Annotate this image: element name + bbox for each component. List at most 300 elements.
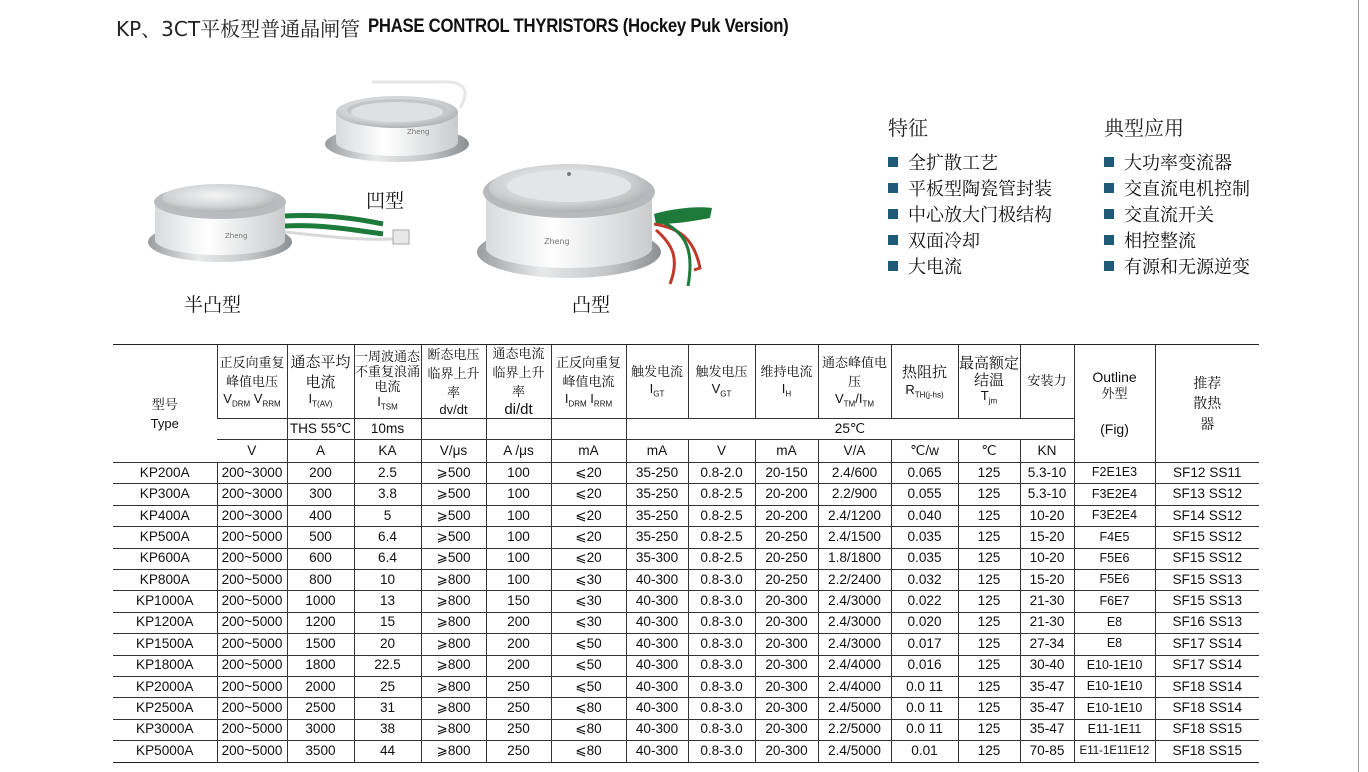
thyristor-convex-image [474, 148, 724, 296]
bullet-square-icon [1104, 183, 1114, 193]
application-item: 交直流开关 [1104, 201, 1250, 227]
table-cell: 20-300 [755, 698, 818, 719]
applications-section [1104, 112, 1250, 279]
table-row [113, 676, 1259, 697]
table-cell: 30-40 [1020, 655, 1074, 676]
table-cell: 0.8-2.5 [688, 484, 755, 505]
table-row [113, 569, 1259, 590]
table-cell: 0.8-2.5 [688, 505, 755, 526]
bullet-square-icon [888, 261, 898, 271]
table-cell: 40-300 [626, 569, 688, 590]
header-idrm: 正反向重复峰值电流 $I_{DRM}$ $I_{RRM}$ [551, 345, 626, 419]
table-cell: F4E5 [1074, 527, 1155, 548]
table-cell: 100 [486, 484, 551, 505]
table-cell: 20-250 [755, 569, 818, 590]
unit-cell: ℃ [958, 440, 1020, 463]
table-cell: ⩽30 [551, 612, 626, 633]
table-cell: 5.3-10 [1020, 463, 1074, 484]
unit-cell: V/μs [421, 440, 486, 463]
header-vgt: 触发电压 $V_{GT}$ [688, 345, 755, 419]
table-cell: 2.2/5000 [818, 719, 891, 740]
table-cell: SF17 SS14 [1155, 634, 1259, 655]
table-cell: SF15 SS12 [1155, 548, 1259, 569]
table-cell: ⩽80 [551, 698, 626, 719]
table-cell: ⩽50 [551, 676, 626, 697]
table-cell: 20-300 [755, 719, 818, 740]
table-cell: 40-300 [626, 719, 688, 740]
table-row [113, 741, 1259, 762]
table-row [113, 634, 1259, 655]
table-cell: 5 [354, 505, 421, 526]
table-cell: 0.017 [891, 634, 958, 655]
table-cell: 0.8-3.0 [688, 655, 755, 676]
table-cell: SF14 SS12 [1155, 505, 1259, 526]
table-cell: 20-250 [755, 548, 818, 569]
table-row [113, 698, 1259, 719]
header-dvdt: 断态电压临界上升率 dv/dt [421, 345, 486, 419]
table-cell: 100 [486, 569, 551, 590]
table-cell: 0.01 [891, 741, 958, 762]
table-cell: SF15 SS13 [1155, 591, 1259, 612]
table-cell: 400 [287, 505, 354, 526]
application-item: 相控整流 [1104, 227, 1250, 253]
unit-cell: ℃/w [891, 440, 958, 463]
table-cell: ⩾800 [421, 569, 486, 590]
table-cell: ⩽20 [551, 463, 626, 484]
table-cell: KP600A [113, 548, 217, 569]
unit-cell: V/A [818, 440, 891, 463]
table-cell: E10-1E10 [1074, 655, 1155, 676]
table-cell: 2.4/5000 [818, 741, 891, 762]
thyristor-half-convex-image [145, 176, 425, 276]
table-cell: SF18 SS15 [1155, 719, 1259, 740]
table-cell: 5.3-10 [1020, 484, 1074, 505]
table-cell: 31 [354, 698, 421, 719]
table-cell: F6E7 [1074, 591, 1155, 612]
table-cell: 125 [958, 634, 1020, 655]
table-cell: 300 [287, 484, 354, 505]
table-cell: KP1200A [113, 612, 217, 633]
table-cell: KP400A [113, 505, 217, 526]
table-cell: 0.8-2.5 [688, 548, 755, 569]
table-cell: 44 [354, 741, 421, 762]
header-itsm: 一周波通态不重复浪涌电流 $I_{TSM}$ [354, 345, 421, 419]
unit-cell: mA [626, 440, 688, 463]
table-cell: 6.4 [354, 548, 421, 569]
table-cell: ⩾800 [421, 612, 486, 633]
unit-cell: mA [551, 440, 626, 463]
table-cell: 15-20 [1020, 527, 1074, 548]
table-cell: 0.035 [891, 527, 958, 548]
table-cell: ⩾500 [421, 548, 486, 569]
application-item: 有源和无源逆变 [1104, 253, 1250, 279]
table-cell: F3E2E4 [1074, 505, 1155, 526]
bullet-square-icon [1104, 235, 1114, 245]
table-cell: 200~3000 [217, 463, 287, 484]
table-cell: ⩾500 [421, 505, 486, 526]
header-it: 通态平均电流 $I_{T(AV)}$ [287, 345, 354, 419]
table-cell: 200~5000 [217, 655, 287, 676]
table-cell: 250 [486, 698, 551, 719]
table-cell: 2.4/1500 [818, 527, 891, 548]
table-cell: 200 [287, 463, 354, 484]
table-cell: 3500 [287, 741, 354, 762]
table-row [113, 527, 1259, 548]
table-cell: 1200 [287, 612, 354, 633]
table-cell: 2.4/3000 [818, 591, 891, 612]
caption-convex: 凸型 [572, 294, 611, 316]
bullet-square-icon [888, 157, 898, 167]
table-cell: F5E6 [1074, 569, 1155, 590]
table-cell: 100 [486, 505, 551, 526]
table-cell: 35-250 [626, 484, 688, 505]
table-cell: 35-250 [626, 505, 688, 526]
table-cell: 2.2/900 [818, 484, 891, 505]
spec-table [113, 344, 1259, 763]
table-cell: 200~5000 [217, 612, 287, 633]
unit-cell: mA [755, 440, 818, 463]
header-vdrm: 正反向重复峰值电压 $V_{DRM}$ $V_{RRM}$ [217, 345, 287, 419]
table-cell: 0.8-3.0 [688, 741, 755, 762]
table-cell: 250 [486, 741, 551, 762]
table-cell: 40-300 [626, 655, 688, 676]
unit-cell: A [287, 440, 354, 463]
table-row [113, 655, 1259, 676]
table-cell: 200~5000 [217, 527, 287, 548]
table-cell: 200~5000 [217, 634, 287, 655]
table-cell: 150 [486, 591, 551, 612]
table-cell: 15 [354, 612, 421, 633]
table-cell: 40-300 [626, 676, 688, 697]
header-tjm: 最高额定结温 $T_{jm}$ [958, 345, 1020, 419]
table-cell: F2E1E3 [1074, 463, 1155, 484]
table-cell: 600 [287, 548, 354, 569]
table-cell: 10-20 [1020, 505, 1074, 526]
condition-empty [217, 419, 287, 440]
title-english: PHASE CONTROL THYRISTORS (Hockey Puk Version) [368, 16, 789, 37]
table-cell: 125 [958, 591, 1020, 612]
caption-half-convex: 半凸型 [184, 294, 242, 316]
table-cell: KP800A [113, 569, 217, 590]
table-cell: 1500 [287, 634, 354, 655]
bullet-square-icon [888, 209, 898, 219]
table-cell: 25 [354, 676, 421, 697]
table-cell: 20-150 [755, 463, 818, 484]
table-cell: 0.8-3.0 [688, 676, 755, 697]
table-cell: 6.4 [354, 527, 421, 548]
table-row [113, 505, 1259, 526]
table-cell: KP200A [113, 463, 217, 484]
unit-cell: A /μs [486, 440, 551, 463]
table-cell: ⩾800 [421, 698, 486, 719]
table-cell: 35-250 [626, 527, 688, 548]
condition-pulse: 10ms [354, 419, 421, 440]
table-cell: 125 [958, 698, 1020, 719]
header-ih: 维持电流 $I_H$ [755, 345, 818, 419]
table-cell: 200 [486, 612, 551, 633]
table-cell: ⩾800 [421, 634, 486, 655]
table-cell: 125 [958, 548, 1020, 569]
table-cell: ⩾800 [421, 655, 486, 676]
table-cell: 0.065 [891, 463, 958, 484]
header-type: 型号 Type [113, 345, 217, 463]
table-cell: E10-1E10 [1074, 676, 1155, 697]
table-cell: 10-20 [1020, 548, 1074, 569]
table-cell: KP3000A [113, 719, 217, 740]
table-cell: 125 [958, 527, 1020, 548]
table-cell: 200~5000 [217, 698, 287, 719]
table-cell: 0.8-3.0 [688, 634, 755, 655]
table-cell: 1000 [287, 591, 354, 612]
table-cell: ⩽20 [551, 484, 626, 505]
table-cell: 35-300 [626, 548, 688, 569]
unit-cell: V [688, 440, 755, 463]
device-marking-left: Zheng [225, 232, 248, 240]
table-cell: ⩽20 [551, 548, 626, 569]
table-cell: 2.4/3000 [818, 612, 891, 633]
unit-cell: KN [1020, 440, 1074, 463]
table-cell: 0.8-3.0 [688, 719, 755, 740]
unit-cell: V [217, 440, 287, 463]
table-cell: 125 [958, 676, 1020, 697]
table-cell: 2.4/3000 [818, 634, 891, 655]
table-cell: ⩾800 [421, 591, 486, 612]
application-item: 大功率变流器 [1104, 149, 1250, 175]
table-cell: 1.8/1800 [818, 548, 891, 569]
table-cell: SF15 SS12 [1155, 527, 1259, 548]
condition-empty [551, 419, 626, 440]
table-cell: 38 [354, 719, 421, 740]
table-cell: SF15 SS13 [1155, 569, 1259, 590]
table-cell: 2.2/2400 [818, 569, 891, 590]
table-cell: ⩾800 [421, 676, 486, 697]
table-cell: E8 [1074, 612, 1155, 633]
table-cell: KP500A [113, 527, 217, 548]
table-cell: SF18 SS15 [1155, 741, 1259, 762]
table-cell: ⩽30 [551, 569, 626, 590]
table-row [113, 463, 1259, 484]
table-cell: ⩽30 [551, 591, 626, 612]
table-cell: 250 [486, 719, 551, 740]
table-cell: 2.4/4000 [818, 676, 891, 697]
bullet-square-icon [888, 235, 898, 245]
table-cell: 200 [486, 634, 551, 655]
table-row [113, 719, 1259, 740]
table-cell: 125 [958, 505, 1020, 526]
table-cell: 0.032 [891, 569, 958, 590]
table-cell: 2500 [287, 698, 354, 719]
table-cell: 13 [354, 591, 421, 612]
table-cell: 40-300 [626, 612, 688, 633]
table-cell: ⩽80 [551, 719, 626, 740]
table-cell: 20 [354, 634, 421, 655]
unit-cell: KA [354, 440, 421, 463]
table-cell: KP1000A [113, 591, 217, 612]
header-outline: Outline 外型 (Fig) [1074, 345, 1155, 463]
table-cell: 40-300 [626, 698, 688, 719]
table-row [113, 591, 1259, 612]
table-cell: 0.8-2.0 [688, 463, 755, 484]
condition-empty [421, 419, 486, 440]
feature-item: 双面冷却 [888, 227, 1052, 253]
page-title [116, 12, 846, 42]
table-cell: 1800 [287, 655, 354, 676]
table-cell: 125 [958, 569, 1020, 590]
table-cell: 40-300 [626, 591, 688, 612]
table-cell: 0.8-3.0 [688, 698, 755, 719]
table-cell: 0.0 11 [891, 676, 958, 697]
table-cell: 27-34 [1020, 634, 1074, 655]
table-cell: 20-250 [755, 527, 818, 548]
table-cell: 0.8-3.0 [688, 569, 755, 590]
table-cell: ⩾500 [421, 527, 486, 548]
table-header-row [113, 345, 1259, 419]
table-cell: 500 [287, 527, 354, 548]
table-cell: 200~5000 [217, 591, 287, 612]
table-cell: 125 [958, 719, 1020, 740]
table-cell: 2.4/5000 [818, 698, 891, 719]
bullet-square-icon [1104, 261, 1114, 271]
table-cell: ⩽20 [551, 527, 626, 548]
table-cell: 21-30 [1020, 612, 1074, 633]
table-row [113, 548, 1259, 569]
caption-concave: 凹型 [366, 190, 405, 212]
header-igt: 触发电流 $I_{GT}$ [626, 345, 688, 419]
table-cell: 20-300 [755, 676, 818, 697]
feature-item: 全扩散工艺 [888, 149, 1052, 175]
thyristor-concave-image [312, 78, 482, 170]
table-cell: SF18 SS14 [1155, 676, 1259, 697]
header-vtm: 通态峰值电压 $V_{TM}/I_{TM}$ [818, 345, 891, 419]
table-cell: 0.0 11 [891, 698, 958, 719]
header-didt: 通态电流临界上升率 di/dt [486, 345, 551, 419]
feature-item: 大电流 [888, 253, 1052, 279]
feature-item: 平板型陶瓷管封装 [888, 175, 1052, 201]
table-cell: 35-250 [626, 463, 688, 484]
table-cell: 3.8 [354, 484, 421, 505]
table-cell: 0.8-3.0 [688, 591, 755, 612]
table-cell: 200~5000 [217, 741, 287, 762]
table-cell: 0.8-3.0 [688, 612, 755, 633]
table-cell: 200~3000 [217, 505, 287, 526]
table-cell: 0.020 [891, 612, 958, 633]
table-cell: 40-300 [626, 741, 688, 762]
table-cell: 125 [958, 484, 1020, 505]
table-cell: 0.8-2.5 [688, 527, 755, 548]
table-cell: ⩽50 [551, 634, 626, 655]
table-cell: 0.035 [891, 548, 958, 569]
table-cell: 20-200 [755, 484, 818, 505]
condition-temp: 25℃ [626, 419, 1074, 440]
table-cell: KP1800A [113, 655, 217, 676]
table-cell: 2.5 [354, 463, 421, 484]
features-section [888, 112, 1052, 279]
table-cell: 20-300 [755, 591, 818, 612]
table-cell: 20-200 [755, 505, 818, 526]
table-cell: 200 [486, 655, 551, 676]
features-heading: 特征 [888, 116, 928, 140]
table-cell: ⩾800 [421, 741, 486, 762]
condition-ths: THS 55℃ [287, 419, 354, 440]
header-rth: 热阻抗 $R_{TH(j-hs)}$ [891, 345, 958, 419]
table-cell: SF12 SS11 [1155, 463, 1259, 484]
table-cell: 0.022 [891, 591, 958, 612]
table-cell: 35-47 [1020, 698, 1074, 719]
table-cell: 22.5 [354, 655, 421, 676]
table-cell: 125 [958, 612, 1020, 633]
table-cell: 200~5000 [217, 569, 287, 590]
table-cell: 800 [287, 569, 354, 590]
table-cell: KP2500A [113, 698, 217, 719]
header-heatsink: 推荐散热器 [1155, 345, 1259, 463]
table-cell: ⩾500 [421, 463, 486, 484]
feature-item: 中心放大门极结构 [888, 201, 1052, 227]
table-cell: 20-300 [755, 741, 818, 762]
table-cell: KP300A [113, 484, 217, 505]
table-cell: E11-1E11 [1074, 719, 1155, 740]
table-cell: 35-47 [1020, 676, 1074, 697]
table-cell: SF18 SS14 [1155, 698, 1259, 719]
table-cell: 20-300 [755, 655, 818, 676]
table-cell: ⩽50 [551, 655, 626, 676]
table-cell: E8 [1074, 634, 1155, 655]
table-cell: F3E2E4 [1074, 484, 1155, 505]
table-cell: 0.055 [891, 484, 958, 505]
application-item: 交直流电机控制 [1104, 175, 1250, 201]
table-cell: E10-1E10 [1074, 698, 1155, 719]
table-row [113, 484, 1259, 505]
table-cell: ⩽80 [551, 741, 626, 762]
table-cell: 200~3000 [217, 484, 287, 505]
table-cell: 10 [354, 569, 421, 590]
table-cell: 35-47 [1020, 719, 1074, 740]
table-row [113, 612, 1259, 633]
device-marking-center: Zheng [544, 237, 570, 246]
table-cell: ⩾500 [421, 484, 486, 505]
table-cell: 40-300 [626, 634, 688, 655]
table-cell: 2.4/600 [818, 463, 891, 484]
table-cell: F5E6 [1074, 548, 1155, 569]
applications-heading: 典型应用 [1104, 116, 1184, 140]
table-cell: 3000 [287, 719, 354, 740]
table-cell: 200~5000 [217, 676, 287, 697]
table-cell: 2000 [287, 676, 354, 697]
condition-empty [486, 419, 551, 440]
table-cell: 2.4/1200 [818, 505, 891, 526]
table-cell: 20-300 [755, 634, 818, 655]
table-cell: 125 [958, 655, 1020, 676]
table-cell: KP1500A [113, 634, 217, 655]
table-cell: 250 [486, 676, 551, 697]
bullet-square-icon [888, 183, 898, 193]
table-cell: 100 [486, 527, 551, 548]
table-cell: 70-85 [1020, 741, 1074, 762]
table-cell: ⩾800 [421, 719, 486, 740]
table-cell: KP5000A [113, 741, 217, 762]
table-cell: 200~5000 [217, 548, 287, 569]
table-cell: 2.4/4000 [818, 655, 891, 676]
bullet-square-icon [1104, 209, 1114, 219]
table-cell: 20-300 [755, 612, 818, 633]
table-cell: 0.0 11 [891, 719, 958, 740]
table-cell: ⩽20 [551, 505, 626, 526]
table-cell: 100 [486, 548, 551, 569]
bullet-square-icon [1104, 157, 1114, 167]
table-cell: 21-30 [1020, 591, 1074, 612]
table-cell: SF17 SS14 [1155, 655, 1259, 676]
table-cell: SF16 SS13 [1155, 612, 1259, 633]
table-cell: 200~5000 [217, 719, 287, 740]
